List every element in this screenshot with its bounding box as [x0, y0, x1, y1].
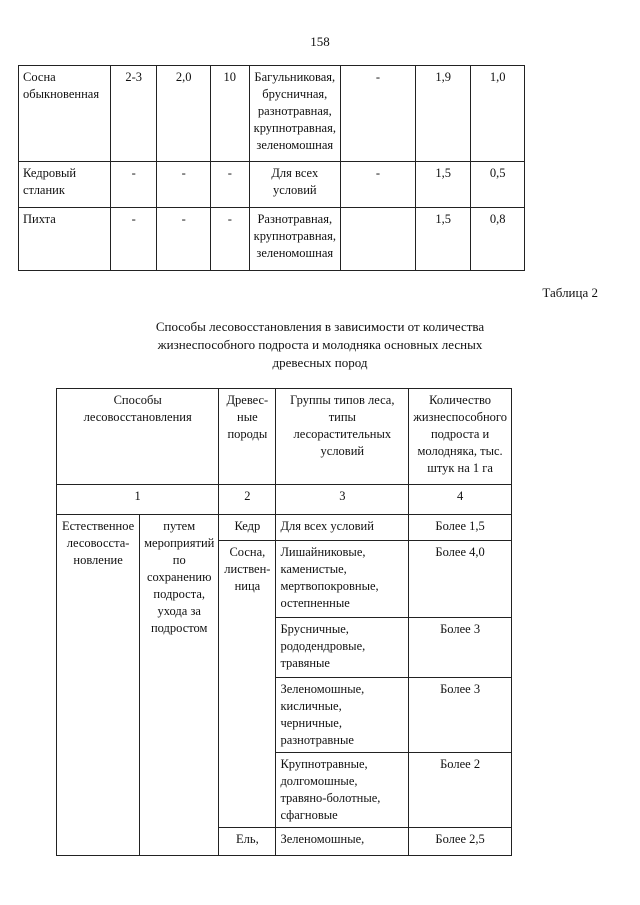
forest-type-cell: Для всех условий [249, 162, 340, 208]
value-cell [340, 208, 415, 271]
forest-type-cell: Багульниковая, брусничная, разнотравная, крупнотравная, зеленомошная [249, 66, 340, 162]
forest-group-cell: Крупнотравные, долгомошные, травяно-болотные, сфагновые [276, 753, 409, 828]
value-cell: - [157, 162, 211, 208]
species-cell: Ель, [219, 828, 276, 856]
amount-cell: Более 3 [409, 678, 512, 753]
method-cell: Естественное лесовосста-новление [57, 515, 140, 856]
value-cell: - [210, 162, 249, 208]
forest-group-cell: Зеленомошные, кисличные, черничные, разнотравные [276, 678, 409, 753]
table-row [57, 515, 512, 541]
header-methods: Способы лесовосстановления [57, 389, 219, 485]
column-number: 3 [276, 485, 409, 515]
species-cell: Кедровый стланик [19, 162, 111, 208]
table-row [19, 162, 525, 208]
value-cell: - [340, 162, 415, 208]
value-cell: - [340, 66, 415, 162]
page-number: 158 [310, 34, 330, 49]
header-row [57, 389, 512, 485]
table-title: Способы лесовосстановления в зависимости от количества жизнеспособного подроста и молодняка основных лесных древесных пород [155, 319, 485, 370]
table-row [19, 208, 525, 271]
forest-group-cell: Для всех условий [276, 515, 409, 541]
column-number: 4 [409, 485, 512, 515]
amount-cell: Более 1,5 [409, 515, 512, 541]
value-cell: 2,0 [157, 66, 211, 162]
value-cell: 2-3 [110, 66, 157, 162]
value-cell: 0,5 [471, 162, 525, 208]
forest-group-cell: Зеленомошные, [276, 828, 409, 856]
value-cell: - [110, 208, 157, 271]
value-cell: - [210, 208, 249, 271]
value-cell: 1,9 [415, 66, 470, 162]
amount-cell: Более 3 [409, 618, 512, 678]
column-number-row [57, 485, 512, 515]
species-cell: Кедр [219, 515, 276, 541]
column-number: 1 [57, 485, 219, 515]
table-label: Таблица 2 [542, 285, 598, 300]
reforestation-table [56, 388, 512, 856]
value-cell: 0,8 [471, 208, 525, 271]
header-species: Древес-ные породы [219, 389, 276, 485]
continuation-table [18, 65, 525, 271]
amount-cell: Более 2 [409, 753, 512, 828]
species-cell: Пихта [19, 208, 111, 271]
amount-cell: Более 4,0 [409, 541, 512, 618]
forest-type-cell: Разнотравная, крупнотравная, зеленомошная [249, 208, 340, 271]
species-cell: Сосна, листвен-ница [219, 541, 276, 828]
header-amount: Количество жизнеспособного подроста и молодняка, тыс. штук на 1 га [409, 389, 512, 485]
value-cell: - [110, 162, 157, 208]
species-cell: Сосна обыкновенная [19, 66, 111, 162]
method-detail-cell: путем мероприятий по сохранению подроста, ухода за подростом [140, 515, 219, 856]
value-cell: 1,5 [415, 162, 470, 208]
column-number: 2 [219, 485, 276, 515]
amount-cell: Более 2,5 [409, 828, 512, 856]
forest-group-cell: Лишайниковые, каменистые, мертвопокровные, остепненные [276, 541, 409, 618]
value-cell: - [157, 208, 211, 271]
header-groups: Группы типов леса, типы лесорастительных условий [276, 389, 409, 485]
table-row [19, 66, 525, 162]
value-cell: 1,5 [415, 208, 470, 271]
value-cell: 10 [210, 66, 249, 162]
forest-group-cell: Брусничные, рододендровые, травяные [276, 618, 409, 678]
value-cell: 1,0 [471, 66, 525, 162]
